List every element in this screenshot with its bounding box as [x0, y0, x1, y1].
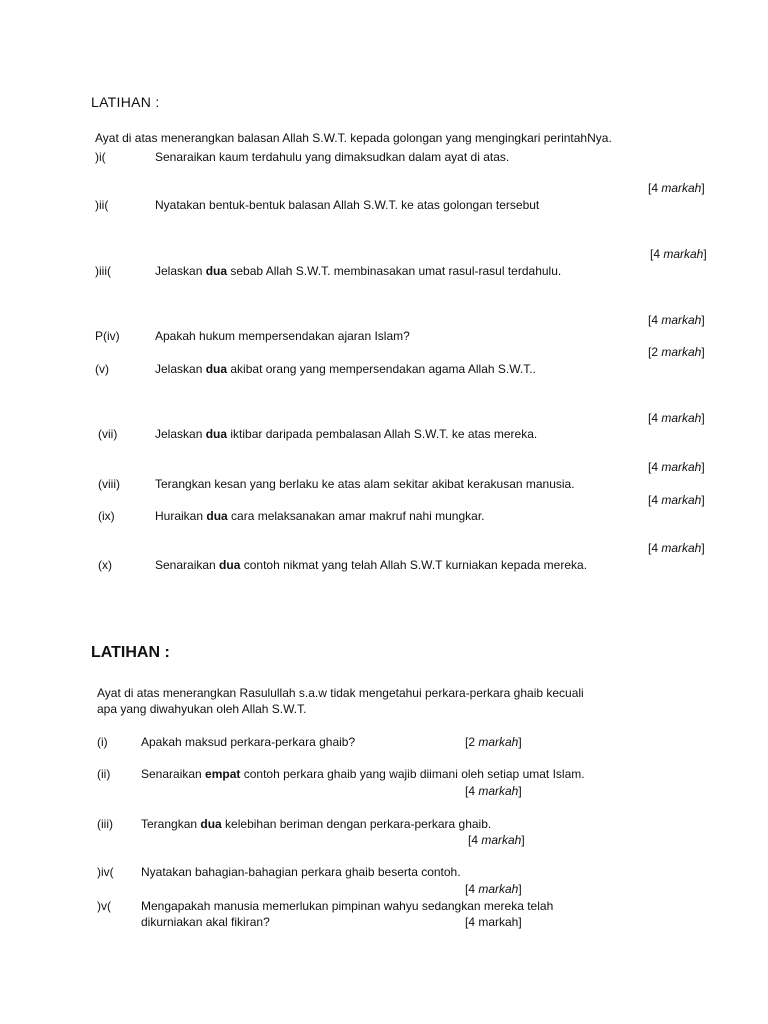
question-number: (viii) — [98, 477, 120, 491]
marks-label: [4 markah] — [648, 493, 705, 507]
marks-label: [2 markah] — [648, 345, 705, 359]
marks-label: [4 markah] — [465, 882, 522, 896]
question-number: (ii) — [97, 767, 111, 781]
marks-label: [4 markah] — [648, 460, 705, 474]
question-text: Jelaskan dua akibat orang yang mempersendakan agama Allah S.W.T.. — [155, 362, 536, 376]
section2-intro-line1: Ayat di atas menerangkan Rasulullah s.a.w tidak mengetahui perkara-perkara ghaib kecuali — [97, 686, 584, 700]
question-text: Terangkan kesan yang berlaku ke atas alam sekitar akibat kerakusan manusia. — [155, 477, 575, 491]
section1-intro: Ayat di atas menerangkan balasan Allah S.W.T. kepada golongan yang mengingkari perintahNya. — [95, 131, 612, 145]
question-text: Apakah hukum mempersendakan ajaran Islam? — [155, 329, 410, 343]
marks-label: [4 markah] — [468, 833, 525, 847]
marks-label: [4 markah] — [465, 915, 522, 929]
question-text: Nyatakan bahagian-bahagian perkara ghaib beserta contoh. — [141, 865, 461, 879]
marks-label: [4 markah] — [648, 181, 705, 195]
question-text: Jelaskan dua sebab Allah S.W.T. membinasakan umat rasul-rasul terdahulu. — [155, 264, 562, 278]
question-text: Jelaskan dua iktibar daripada pembalasan Allah S.W.T. ke atas mereka. — [155, 427, 538, 441]
section2-intro-line2: apa yang diwahyukan oleh Allah S.W.T. — [97, 702, 307, 716]
question-number: )i( — [95, 150, 106, 164]
question-text: Senaraikan kaum terdahulu yang dimaksudkan dalam ayat di atas. — [155, 150, 510, 164]
question-number: (i) — [97, 735, 108, 749]
question-number: )v( — [97, 899, 111, 913]
question-number: (x) — [98, 558, 112, 572]
section2-heading: LATIHAN : — [91, 644, 170, 661]
question-text: Senaraikan dua contoh nikmat yang telah Allah S.W.T kurniakan kepada mereka. — [155, 558, 588, 572]
marks-label: [4 markah] — [650, 247, 707, 261]
question-number: )iii( — [95, 264, 111, 278]
marks-label: [4 markah] — [648, 411, 705, 425]
marks-label: [2 markah] — [465, 735, 522, 749]
question-number: )ii( — [95, 198, 109, 212]
marks-label: [4 markah] — [648, 313, 705, 327]
question-number: (v) — [95, 362, 109, 376]
question-text: Nyatakan bentuk-bentuk balasan Allah S.W.T. ke atas golongan tersebut — [155, 198, 540, 212]
question-number: P(iv) — [95, 329, 120, 343]
question-text: Huraikan dua cara melaksanakan amar makruf nahi mungkar. — [155, 509, 485, 523]
question-number: (ix) — [98, 509, 115, 523]
section1-heading: LATIHAN : — [91, 94, 160, 110]
marks-label: [4 markah] — [648, 541, 705, 555]
marks-label: [4 markah] — [465, 784, 522, 798]
question-number: )iv( — [97, 865, 114, 879]
question-number: (vii) — [98, 427, 118, 441]
question-text: Mengapakah manusia memerlukan pimpinan wahyu sedangkan mereka telah — [141, 899, 554, 913]
question-text: Apakah maksud perkara-perkara ghaib? — [141, 735, 356, 749]
question-text-continuation: dikurniakan akal fikiran? — [141, 915, 270, 929]
question-number: (iii) — [97, 817, 113, 831]
question-text: Terangkan dua kelebihan beriman dengan perkara-perkara ghaib. — [141, 817, 492, 831]
question-text: Senaraikan empat contoh perkara ghaib yang wajib diimani oleh setiap umat Islam. — [141, 767, 585, 781]
